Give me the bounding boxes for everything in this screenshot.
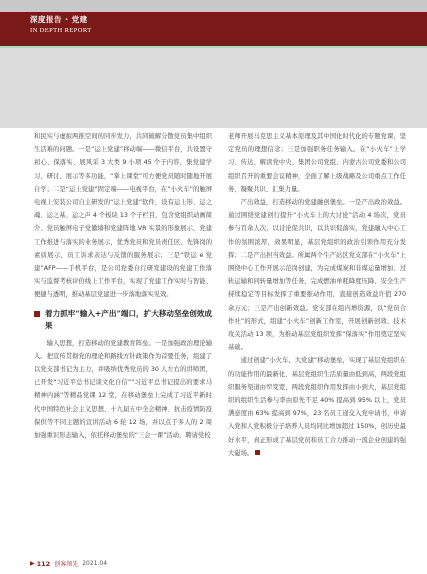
section-title-en: IN DEPTH REPORT bbox=[30, 27, 92, 34]
triangle-right-icon: ▶ bbox=[30, 560, 35, 567]
end-of-article-icon bbox=[255, 450, 260, 455]
paragraph: 输入思想，打造移动的党建教育阵垒。一是加强政治理论输入。把宣传贯彻党的理论和路线方针政策作为首要任务，组建了以党支部书记为主力，并吸纳优秀党员的 30 人左右的讲师团，已开发“习近平总书记谈文化自信”“习近平总书记提出的要求马精神内涵”等精品党课 12 堂，在移动堡垒上完成了习近平新时代中国特色社会主义思想、十九届五中全会精神、抗击疫情防疫保供等不同主题的宣讲活动 6 轮 12 场，并以点于多人的 2 周加强重识形态输入，依托移动堡垒的“三会一课”活动，聘请党校 bbox=[34, 339, 212, 440]
page-footer bbox=[30, 559, 107, 568]
section-heading bbox=[34, 308, 212, 333]
left-column bbox=[34, 130, 212, 442]
paragraph: 产出效益，打造移动的党建融创堡垒。一是产出政治效益。通过围绕党建创行提升“小火车上的大讨论”活动 4 场次，党员参与百余人次，以讨论促共识，以共识促落实，党建融入中心工作的氛围浓厚，效果明显，基层党组织的政治引领作用充分发挥；二是产出担当效益。所属两个生产站区党支部在“小火车”上围绕中心工作开展示范岗创建，为完成煤炭和非煤运量增加、过轨运输和同转量增加等任务，完成燃油单耗降度压降、安全生产持续稳定等目标发挥了重要推动作用，直接创造效益许值 270 余万元；三是产出创新效益。党支部在组内增资源，以“党员合作社”的形式，组建“小火车”创新工作室，开展创新创效、技术攻关活动 13 项，为推动基层党组织发挥“保落实”作用奠定坚实基础。 bbox=[228, 199, 406, 352]
magazine-name: 创客领先 bbox=[54, 561, 79, 568]
paragraph: 老师开展马克思主义基本原理及其中国化时代化的专题党课，坚定党员的理想信念；三是加强职务任务输入。在“小火车”上学习、传达、解读党中央、集团公司党组、内蒙古公司党委和公司组织召开的重要会议精神，全面了解上级战略及公司重点工作任务，凝聚共识、汇集力量。 bbox=[228, 133, 406, 193]
page-number: 112 bbox=[36, 559, 51, 568]
paragraph bbox=[228, 354, 406, 460]
page-header bbox=[0, 0, 427, 48]
section-marker-icon bbox=[34, 311, 40, 317]
header-photo bbox=[0, 48, 427, 128]
section-heading-text: 着力抓牢“输入+产出”端口，扩大移动坚垒创效成果 bbox=[45, 308, 212, 331]
paragraph: 和民实与虚拟两推空间的同步发力，共同破解分散党员集中组织生活难的问题。一是“运上党建”移动端——微信平台，共设置守初心、保落实、展风采 3 大类 9 小项 45 个子内容，集党建学习、研讨、展示等多功能，“掌上课堂”可方便党员随时随地开展自学；二是“运上党建”固定端——电视平台，在“小火车”的触屏电视上安装公司自主研发的“运上党建”软件，设有运上形、运之魂、运之基、运之声 4 个板块 13 个子栏目，包含党组织动画简介、党员触屏电子党徽墙和党建阵地 VR 实景的形象展示，党建工作推进与落实的业务展示，优秀党员和党员责任区、先锋岗的素质展示，员工诉求表达与反馈的服务展示；三是“铁运 e 党建”AFP——手机平台，是公司党委自行研发建设的党建工作落实与监督考核评价线上工作平台，实现了党建工作实时与智能、便捷与透明，推动基层党建进一步落地落实见效。 bbox=[34, 133, 212, 299]
paragraph-text: 通过创建“小火车，大党建”移动堡垒，实现了基层党组织在的功能作用的最新化，基层党组织生活质量由低到高，两段党组织服务渠道由窄变宽，两段党组织作用发挥由小到大，基层党组织的组织生活参与率由原先不足 40% 提高到 95% 以上，党员满意度由 63% 提高到 97%，23 名员工递交入党申请书，申请入党和人党积极分子培养人员均同比增加超过 150%，创历史最好水平，真正形成了基层党员和员工合力推动一流企业创建的强大磁场。 bbox=[228, 357, 406, 457]
section-title-zh: 深度报告 · 党建 bbox=[30, 15, 88, 24]
right-column bbox=[228, 130, 406, 460]
issue-number: 2021.04 bbox=[82, 560, 108, 567]
